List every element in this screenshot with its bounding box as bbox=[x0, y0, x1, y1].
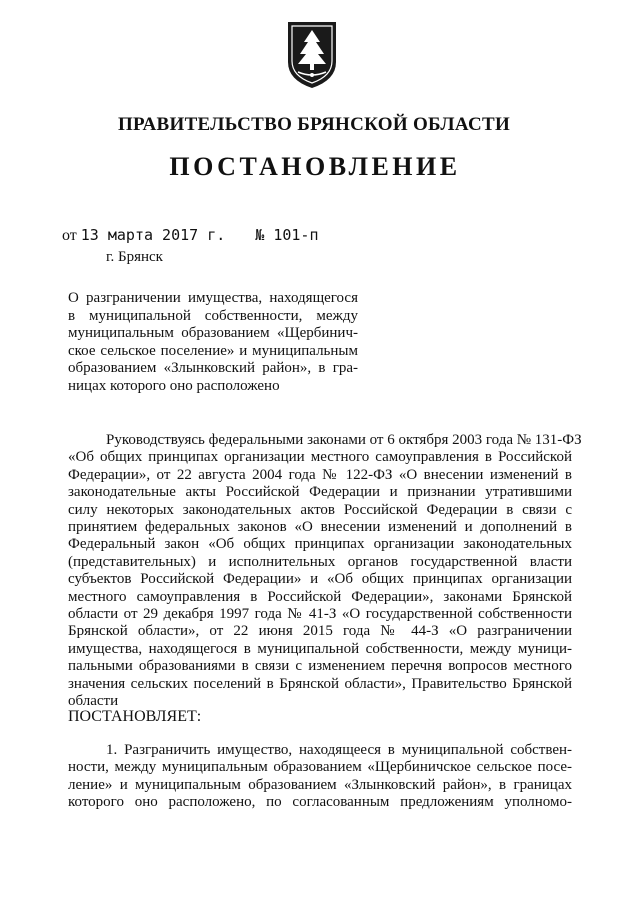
document-city: г. Брянск bbox=[106, 249, 163, 265]
subject-line: в муниципальной собственности, между bbox=[68, 307, 358, 324]
paragraph-1 bbox=[68, 742, 572, 812]
government-name: ПРАВИТЕЛЬСТВО БРЯНСКОЙ ОБЛАСТИ bbox=[117, 114, 511, 135]
document-number: № 101-п bbox=[255, 226, 319, 244]
body-line: местного самоуправления в Российской Федерации», законами Брянской bbox=[68, 588, 572, 605]
body-line: значения сельских поселений в Брянской области», Правительство Брянской bbox=[68, 675, 572, 692]
date-line bbox=[62, 226, 319, 245]
subject-line: ское сельское поселение» и муниципальным bbox=[68, 342, 358, 359]
body-line: Федеральный закон «Об общих принципах организации законодательных bbox=[68, 536, 572, 553]
coat-of-arms-emblem bbox=[284, 18, 340, 90]
body-line: области от 29 декабря 1997 года № 41-З «О государственной собственности bbox=[68, 606, 572, 623]
body-line: принятием федеральных законов «О внесении изменений и дополнений в bbox=[68, 519, 572, 536]
subject-line: образованием «Злынковский район», в гра- bbox=[68, 360, 358, 376]
subject-line: ницах которого оно расположено bbox=[68, 377, 280, 394]
body-line: Руководствуясь федеральными законами от 6 октября 2003 года № 131-ФЗ bbox=[106, 432, 582, 448]
body-line: законодательные акты Российской Федерации и признании утратившими bbox=[68, 484, 572, 501]
p1-line: 1. Разграничить имущество, находящееся в муниципальной собствен- bbox=[106, 742, 572, 758]
preamble-paragraph bbox=[68, 432, 582, 711]
document-title: ПОСТАНОВЛЕНИЕ bbox=[169, 152, 461, 181]
body-line: Федерации», от 22 августа 2004 года № 122-ФЗ «О внесении изменений в bbox=[68, 466, 572, 483]
p1-line: ление» и муниципальным образованием «Злынковский район», в границах bbox=[68, 776, 572, 793]
body-line: субъектов Российской Федерации» и «Об общих принципах организации bbox=[68, 571, 572, 588]
subject-line: муниципальным образованием «Щербинич- bbox=[68, 325, 358, 341]
document-date: 13 марта 2017 г. bbox=[80, 226, 226, 244]
date-prefix: от bbox=[62, 227, 77, 244]
p1-line: ности, между муниципальным образованием «Щербиничское сельское посе- bbox=[68, 759, 572, 776]
body-line: силу некоторых законодательных актов Российской Федерации в связи с bbox=[68, 501, 572, 518]
document-subject bbox=[68, 290, 358, 395]
body-line: пальными образованиями в связи с изменением перечня вопросов местного bbox=[68, 658, 572, 675]
subject-line: О разграничении имущества, находящегося bbox=[68, 290, 358, 306]
body-line: (представительных) и исполнительных органов государственной власти bbox=[68, 553, 572, 570]
body-line: области bbox=[68, 693, 119, 710]
decree-word: ПОСТАНОВЛЯЕТ: bbox=[68, 708, 202, 725]
body-line: Брянской области», от 22 июня 2015 года № 44-З «О разграничении bbox=[68, 623, 572, 640]
body-line: имущества, находящегося в муниципальной собственности, между муници- bbox=[68, 640, 572, 657]
body-line: «Об общих принципах организации местного самоуправления в Российской bbox=[68, 449, 572, 466]
p1-line: которого оно расположено, по согласованным предложениям уполномо- bbox=[68, 794, 572, 811]
